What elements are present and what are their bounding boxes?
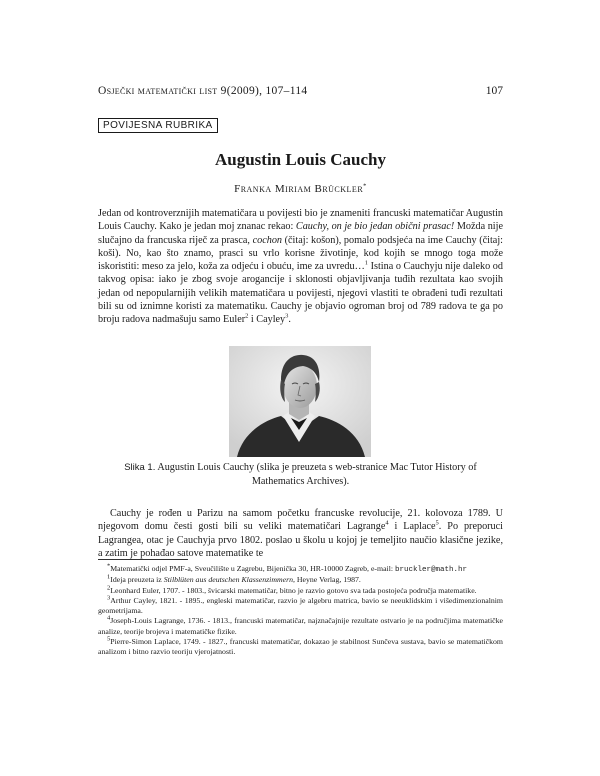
footnote-ref-2: 2 xyxy=(245,312,249,320)
footnote-text: Leonhard Euler, 1707. - 1803., švicarski matematičar, bitno je razvio gotovo sva tada postojeća područja matematike. xyxy=(110,585,477,595)
quote-italic: Cauchy, on je bio jedan obični prasac! xyxy=(295,221,455,233)
footnote-mark: 3 xyxy=(107,594,111,602)
footnote-5 xyxy=(98,637,503,658)
footnote-4 xyxy=(98,616,503,637)
footnote-text: Joseph-Louis Lagrange, 1736. - 1813., francuski matematičar, najznačajnije rezultate ostvario je na područjima matematičke analize, teorije brojeva i matematičke fizike. xyxy=(98,616,503,636)
text-run: . xyxy=(288,314,291,326)
footnote-mark: 1 xyxy=(107,573,111,581)
author-name: Franka Miriam Brückler xyxy=(234,183,364,195)
footnote-ref-3: 3 xyxy=(285,312,289,320)
text-run: Cauchy je rođen u Parizu na samom početku francuske revolucije, 21. kolovoza 1789. U njegovom domu česti gosti bili su veliki matematičari Lagrange xyxy=(98,508,503,533)
text-run: Istina o Cauchyju nije daleko od takvog opisa: iako je zbog svoje arogancije i sklonosti objavljivanja tuđih rezultata kao svojih jedan od nepopularnijih velikih matematičara u povijesti, njegovi vlastiti te obrađeni tuđi rezultati bili su od iznimne koristi za matematiku. Cauchy je objavio ogroman broj od 789 radova te ga po broju radova nadmašuju samo Euler xyxy=(98,261,503,326)
text-run: Jedan od kontroverznijih matematičara u povijesti bio je znameniti francuski matematičar Augustin Louis Cauchy. Kako je jedan moj znanac rekao: xyxy=(98,208,503,233)
book-title: Stilblüten aus deutschen Klassenzimmern xyxy=(163,575,294,585)
figure-label: Slika 1. xyxy=(124,462,156,473)
figure-caption xyxy=(98,461,503,488)
article-author xyxy=(98,183,503,195)
footnote-author xyxy=(98,564,503,575)
footnote-ref-4: 4 xyxy=(385,519,389,527)
footnote-divider xyxy=(98,559,188,560)
intro-paragraph xyxy=(98,207,503,327)
caption-text: Augustin Louis Cauchy (slika je preuzeta s web-stranice Mac Tutor History of Mathematics Archives). xyxy=(155,462,477,487)
author-footnote-mark: * xyxy=(363,182,367,190)
footnote-1 xyxy=(98,575,503,585)
footnote-text: Matematički odjel PMF-a, Sveučilište u Zagrebu, Bijenička 30, HR-10000 Zagreb, e-mail: xyxy=(110,564,395,573)
footnote-text: , Heyne Verlag, 1987. xyxy=(293,575,361,585)
footnote-3 xyxy=(98,596,503,617)
footnote-ref-1: 1 xyxy=(364,259,369,267)
text-run: i Cayley xyxy=(248,314,286,326)
section-rubric: POVIJESNA RUBRIKA xyxy=(98,118,218,133)
text-run: (čitaj: košon), pomalo podsjeća na ime Cauchy (čitaj: koši). No, kao što znamo, prasci su vrlo korisne životinje, kod kojih se mnogo toga može iskoristiti: meso za jelo, koža za odjeću i obuću, ime za uvredu… xyxy=(98,234,503,273)
footnote-ref-5: 5 xyxy=(435,519,439,527)
text-run: Možda nije slučajno da francuska riječ za prasca, xyxy=(98,221,503,246)
cauchy-portrait xyxy=(229,346,371,457)
biography-paragraph xyxy=(98,507,503,560)
footnote-text: Ideja preuzeta iz xyxy=(110,575,164,585)
word-italic: cochon xyxy=(252,234,283,246)
footnote-text: Arthur Cayley, 1821. - 1895., engleski matematičar, razvio je algebru matrica, bavio se neeuklidskim i višedimenzionalnim geometrijama. xyxy=(98,595,503,616)
journal-header: Osječki matematički list 9(2009), 107–114 xyxy=(98,85,308,97)
footnote-mark: 5 xyxy=(107,635,111,643)
footnote-2 xyxy=(98,586,503,596)
footnote-mark: 4 xyxy=(107,614,111,622)
author-email: bruckler@math.hr xyxy=(395,566,468,574)
page-number: 107 xyxy=(485,85,503,97)
footnotes xyxy=(98,564,503,658)
article-title: Augustin Louis Cauchy xyxy=(214,150,386,169)
text-run: . Po preporuci Lagrangea, otac je Cauchyja prvo 1802. poslao u školu u kojoj je temeljito naučio klasične jezike, a zatim je pohađao satove matematike te xyxy=(98,521,503,559)
footnote-text: Pierre-Simon Laplace, 1749. - 1827., francuski matematičar, dokazao je stabilnost Sunčeva sustava, bavio se matematičkom analizom i bitno razvio teoriju vjerojatnosti. xyxy=(98,637,503,657)
text-run: i Laplace xyxy=(388,521,436,533)
footnote-mark: * xyxy=(107,562,111,570)
footnote-mark: 2 xyxy=(107,584,111,591)
